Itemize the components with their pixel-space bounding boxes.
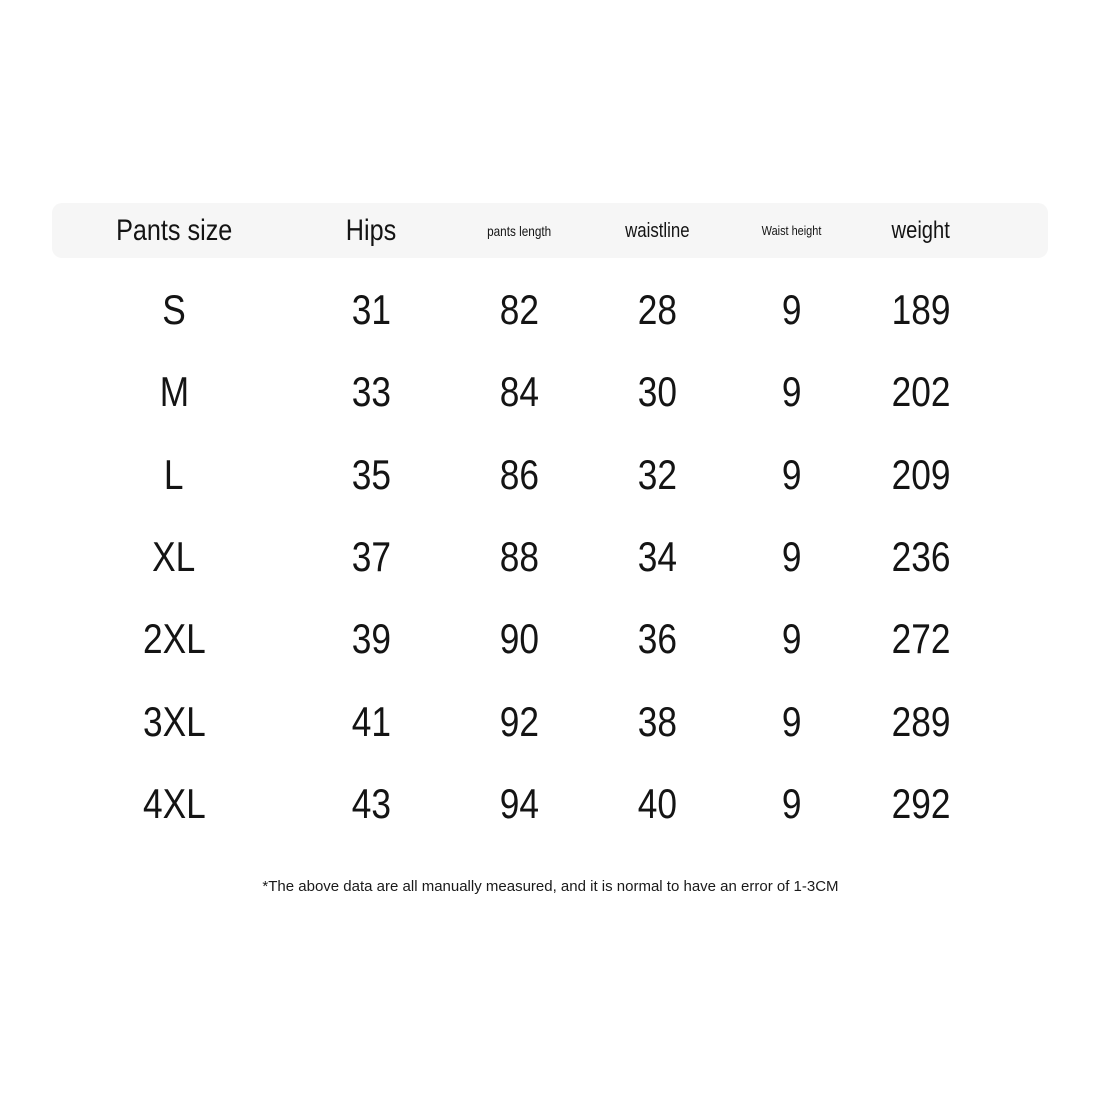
column-header-pants-length [446, 224, 592, 238]
table-cell: 41 [351, 697, 391, 745]
table-cell: 90 [499, 615, 539, 663]
table-cell: 34 [637, 533, 677, 581]
table-cell: 202 [891, 368, 951, 416]
table-body [52, 258, 1048, 845]
column-header-label: Pants size [115, 213, 233, 247]
table-cell: 33 [351, 368, 391, 416]
table-cell: 31 [351, 286, 391, 334]
size-label: L [164, 450, 184, 498]
table-cell: 9 [782, 533, 802, 581]
table-cell: 272 [891, 615, 951, 663]
table-row-2xl [52, 598, 1048, 680]
size-label: S [162, 286, 186, 334]
table-row-m [52, 351, 1048, 433]
table-cell: 88 [499, 533, 539, 581]
size-label: 2XL [142, 615, 206, 663]
size-label: 3XL [142, 697, 206, 745]
column-header-pants-size [52, 213, 296, 247]
table-cell: 39 [351, 615, 391, 663]
table-cell: 35 [351, 450, 391, 498]
table-row-s [52, 269, 1048, 351]
table-cell: 37 [351, 533, 391, 581]
column-header-label: waistline [624, 219, 690, 242]
table-cell: 82 [499, 286, 539, 334]
table-cell: 86 [499, 450, 539, 498]
table-header-row [52, 203, 1048, 258]
column-header-label: Hips [345, 213, 397, 247]
table-cell: 43 [351, 779, 391, 827]
table-cell: 209 [891, 450, 951, 498]
table-cell: 292 [891, 779, 951, 827]
table-cell: 9 [782, 450, 802, 498]
column-header-hips [296, 213, 446, 247]
table-cell: 40 [637, 779, 677, 827]
table-row-l [52, 434, 1048, 516]
column-header-label: pants length [486, 222, 552, 239]
table-cell: 92 [499, 697, 539, 745]
column-header-waist-height [722, 224, 862, 237]
table-cell: 236 [891, 533, 951, 581]
column-header-waistline [592, 221, 722, 241]
column-header-label: weight [891, 216, 951, 244]
table-cell: 9 [782, 779, 802, 827]
table-cell: 9 [782, 615, 802, 663]
table-row-xl [52, 516, 1048, 598]
measurement-disclaimer: *The above data are all manually measured, and it is normal to have an error of 1-3CM [262, 878, 839, 895]
table-cell: 189 [891, 286, 951, 334]
table-cell: 9 [782, 368, 802, 416]
table-row-4xl [52, 763, 1048, 845]
size-label: M [159, 368, 189, 416]
table-cell: 289 [891, 697, 951, 745]
table-row-3xl [52, 680, 1048, 762]
table-cell: 30 [637, 368, 677, 416]
table-cell: 84 [499, 368, 539, 416]
table-cell: 36 [637, 615, 677, 663]
table-cell: 32 [637, 450, 677, 498]
column-header-weight [862, 216, 980, 244]
table-cell: 28 [637, 286, 677, 334]
table-cell: 94 [499, 779, 539, 827]
table-cell: 9 [782, 697, 802, 745]
table-cell: 9 [782, 286, 802, 334]
column-header-label: Waist height [762, 223, 822, 238]
size-label: XL [152, 533, 196, 581]
size-label: 4XL [142, 779, 206, 827]
table-cell: 38 [637, 697, 677, 745]
